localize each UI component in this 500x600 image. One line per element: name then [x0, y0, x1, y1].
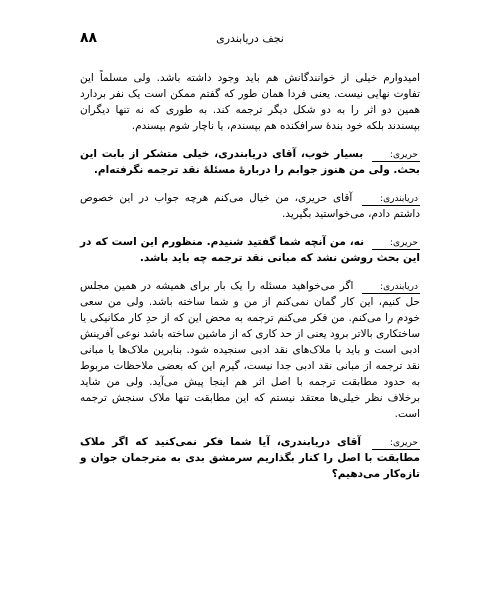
- paragraph: [80, 234, 420, 266]
- running-title: نجف دریابندری: [216, 32, 284, 45]
- speaker-label: حریری:: [372, 437, 420, 450]
- paragraph-text: نه، من آنچه شما گفتید شنیدم. منظورم این است که در این بحث روشن نشد که مبانی نقد ترجمه چه باید باشد.: [80, 236, 420, 264]
- speaker-label: دریابندری:: [362, 193, 420, 206]
- paragraph: [80, 278, 420, 422]
- speaker-label: حریری:: [372, 149, 420, 162]
- paragraph-text: آقای حریری، من خیال می‌کنم هرچه جواب در این خصوص داشتم دادم، می‌خواستید بگیرید.: [80, 192, 420, 220]
- paragraph: [80, 190, 420, 222]
- body-text: [80, 70, 420, 494]
- paragraph-text: آقای دریابندری، آیا شما فکر نمی‌کنید که اگر ملاک مطابقت با اصل را کنار بگذاریم سرمشق بدی به مترجمان جوان و تازه‌کار می‌دهیم؟: [80, 436, 420, 480]
- paragraph: [80, 434, 420, 482]
- paragraph-text: اگر می‌خواهید مسئله را یک بار برای همیشه در همین مجلس حل کنیم، این کار گمان نمی‌کنم از من و شما ساخته باشد. ولی من سعی خودم را می‌کنم. من فکر می‌کنم ترجمه به محض این که از حدِ کار مکانیکی یا ساختکاری بالاتر برود یعنی از حد کاری که از ماشین ساخته باشد نوعی آفرینش ادبی است و باید با ملاک‌های نقد ادبی سنجیده شود. بنابرین ملاک‌ها یا مبانی نقد ترجمه از مبانی نقد ادبی جدا نیست، گیرم این که بعضی ملاحظات مربوط به حدود مطابقت ترجمه با اصل اثر هم اینجا پیش می‌آید. ولی من شاید برخلاف نظر خیلی‌ها معتقد نیستم که این مطابقت تنها ملاک سنجش ترجمه است.: [80, 280, 420, 420]
- paragraph: [80, 70, 420, 134]
- page-header: [80, 30, 420, 50]
- speaker-label: حریری:: [372, 237, 420, 250]
- page-number: ۸۸: [80, 30, 98, 46]
- paragraph-text: امیدوارم خیلی از خوانندگانش هم باید وجود داشته باشد. ولی مسلماً این تفاوت نهایی نیست. یعنی فردا همان طور که گفتم ممکن است یک نفر بردارد همین دو اثر را به دو شکل دیگر ترجمه کند. به طوری که نه تنها دیگران بپسندند بلکه خود بندهٔ سرافکنده هم بپسندم، یا ناچار شوم بپسندم.: [80, 72, 420, 132]
- paragraph-text: بسیار خوب، آقای دریابندری، خیلی متشکر از بابت این بحث. ولی من هنوز جوابم را دربارهٔ مسئلهٔ نقد ترجمه نگرفته‌ام.: [80, 148, 420, 176]
- speaker-label: دریابندری:: [362, 281, 420, 294]
- paragraph: [80, 146, 420, 178]
